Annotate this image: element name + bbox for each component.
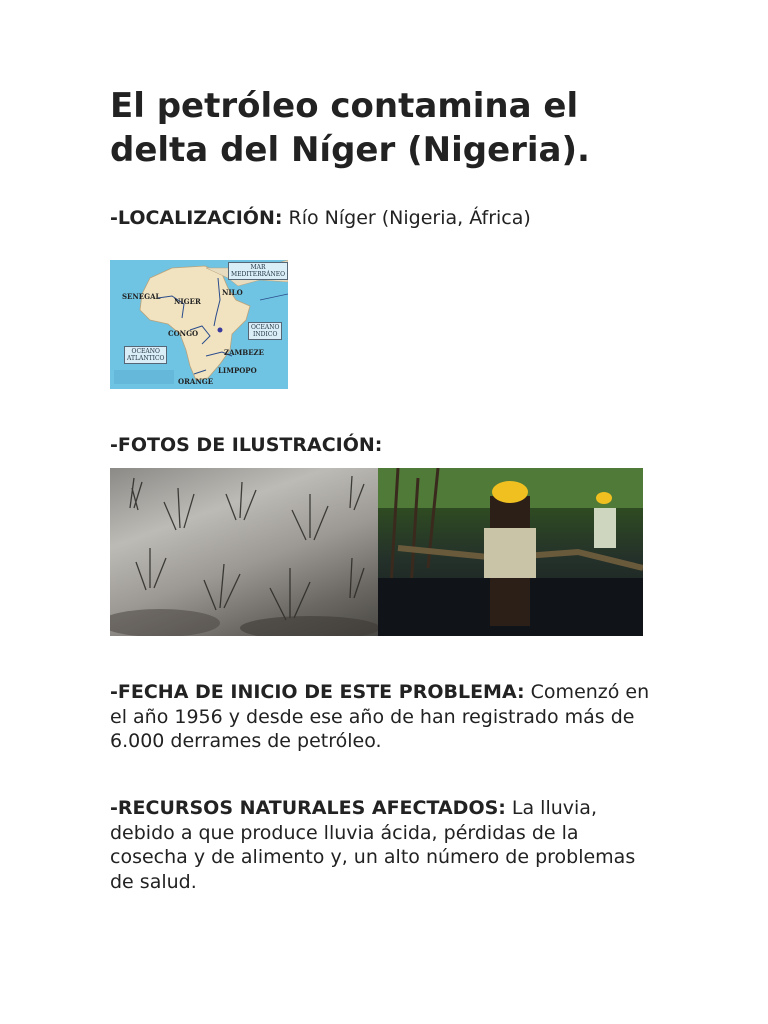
oil-soil-photo-drawing <box>110 468 378 636</box>
africa-map <box>110 260 288 389</box>
map-label-nilo: NILO <box>222 288 243 297</box>
localizacion-label: -LOCALIZACIÓN: <box>110 207 283 229</box>
localizacion-paragraph <box>110 206 655 231</box>
fotos-label: -FOTOS DE ILUSTRACIÓN: <box>110 434 383 456</box>
map-label-zambeze: ZAMBEZE <box>224 348 264 357</box>
page-title: El petróleo contamina el delta del Níger (Nigeria). <box>110 86 590 170</box>
oil-soil-photo <box>110 468 378 636</box>
map-label-mar: MAR MEDITERRÁNEO <box>228 262 288 280</box>
map-label-oceano-indico: OCEANO INDICO <box>248 322 282 340</box>
map-label-oceano-atlantico: OCEANO ATLANTICO <box>124 346 167 364</box>
fecha-text: Comenzó en el año 1956 y desde ese año de han registrado más de 6.000 derrames de petróleo. <box>110 681 650 752</box>
fecha-paragraph <box>110 680 655 754</box>
recursos-label: -RECURSOS NATURALES AFECTADOS: <box>110 797 506 819</box>
oil-workers-photo <box>378 468 643 636</box>
map-label-senegal: SENEGAL <box>122 292 161 301</box>
recursos-text: La lluvia, debido a que produce lluvia ácida, pérdidas de la cosecha y de alimento y, un alto número de problemas de salud. <box>110 797 636 893</box>
oil-workers-photo-drawing <box>378 468 643 636</box>
recursos-paragraph <box>110 796 655 894</box>
map-label-limpopo: LIMPOPO <box>218 366 257 375</box>
map-label-congo: CONGO <box>168 329 199 338</box>
map-label-orange: ORANGE <box>178 377 214 386</box>
fecha-label: -FECHA DE INICIO DE ESTE PROBLEMA: <box>110 681 525 703</box>
localizacion-text: Río Níger (Nigeria, África) <box>282 207 531 229</box>
map-label-niger: NIGER <box>174 297 201 306</box>
fotos-paragraph <box>110 433 655 458</box>
